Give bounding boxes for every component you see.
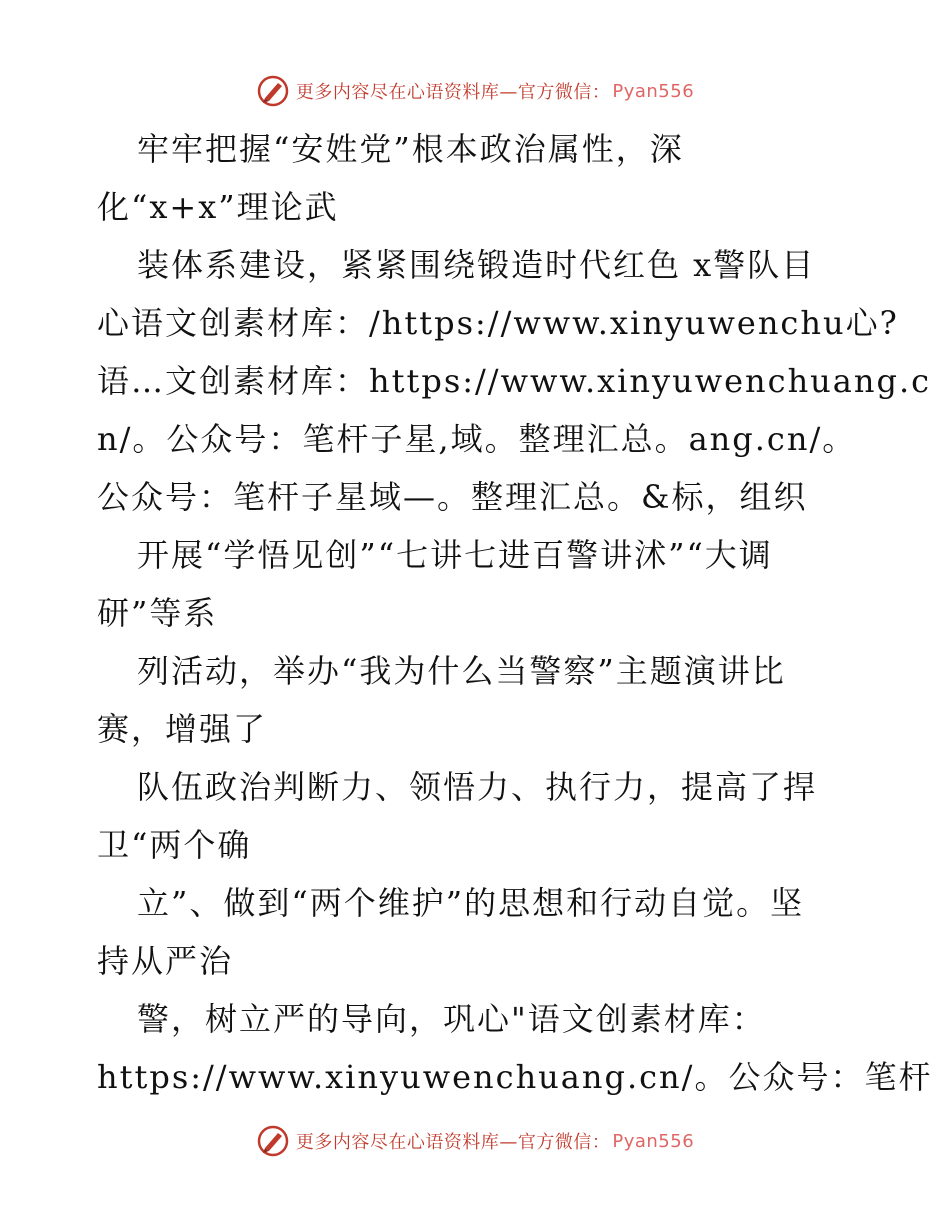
- paragraph: [97, 120, 933, 1106]
- watermark-text: 更多内容尽在心语资料库—官方微信：: [295, 82, 611, 103]
- watermark-wechat-id: Pyan556: [612, 80, 695, 102]
- text-line: 开展“学悟见创”“七讲七进百警讲沭”“大调: [137, 536, 773, 574]
- text-line: 持从严治: [97, 942, 234, 980]
- header-watermark: [0, 74, 950, 108]
- pen-logo-icon: [256, 1124, 290, 1158]
- watermark-wechat-id: Pyan556: [612, 1130, 695, 1152]
- text-line: 装体系建设，紧紧围绕锻造时代红色 x警队目: [137, 246, 816, 284]
- footer-watermark: [0, 1124, 950, 1158]
- pen-logo-icon: [256, 74, 290, 108]
- text-line: 列活动，举办“我为什么当警察”主题演讲比: [137, 652, 786, 690]
- text-line: 卫“两个确: [97, 826, 252, 864]
- text-line: 研”等系: [97, 594, 218, 632]
- text-line: 队伍政治判断力、领悟力、执行力，提高了捍: [137, 768, 818, 806]
- text-line: 牢牢把握“安姓党”根本政治属性，深: [137, 130, 684, 168]
- text-line: 心语文创素材库：/https://www.xinyuwenchu心?: [97, 304, 899, 342]
- text-line: 公众号：笔杆子星域—。整理汇总。&标，组织: [97, 478, 808, 516]
- watermark-text: 更多内容尽在心语资料库—官方微信：: [295, 1132, 611, 1153]
- text-line: 立”、做到“两个维护”的思想和行动自觉。坚: [137, 884, 805, 922]
- text-line: 赛，增强了: [97, 710, 268, 748]
- document-body: [97, 120, 933, 1106]
- text-line: 语…文创素材库：https://www.xinyuwenchuang.c: [97, 362, 932, 400]
- text-line: 警，树立严的导向，巩心"语文创素材库：: [137, 1000, 766, 1038]
- text-line: n/。公众号：笔杆子星,域。整理汇总。ang.cn/。: [97, 420, 857, 458]
- text-line: https://www.xinyuwenchuang.cn/。公众号：笔杆: [97, 1058, 933, 1096]
- text-line: 化“x+x”理论武: [97, 188, 339, 226]
